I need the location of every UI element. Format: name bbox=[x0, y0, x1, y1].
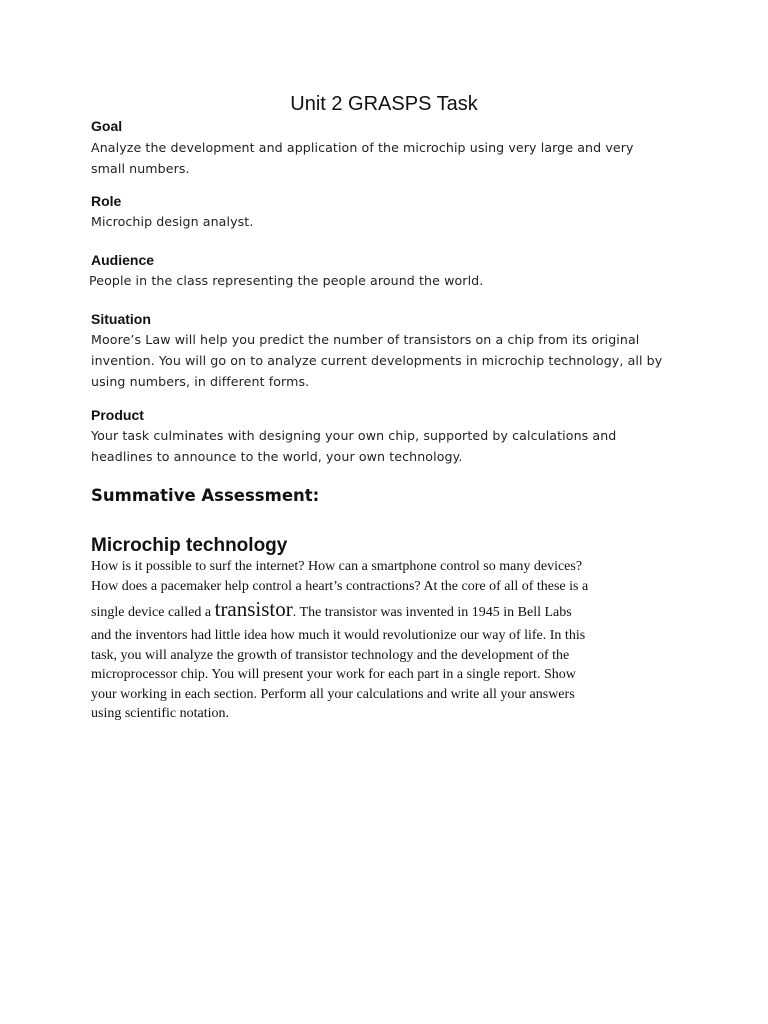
role-section bbox=[91, 192, 691, 232]
situation-text bbox=[91, 329, 691, 392]
audience-line: People in the class representing the people around the world. bbox=[89, 273, 484, 288]
paragraph-fragment: . The transistor was invented in 1945 in Bell Labs bbox=[292, 605, 572, 620]
situation-section bbox=[91, 310, 691, 392]
audience-text bbox=[89, 270, 691, 291]
transistor-emphasis: transistor bbox=[214, 597, 293, 621]
product-section bbox=[91, 406, 691, 467]
page-title: Unit 2 GRASPS Task bbox=[290, 93, 478, 115]
situation-line: using numbers, in different forms. bbox=[91, 374, 310, 389]
paragraph-line: microprocessor chip. You will present your work for each part in a single report. Show bbox=[91, 667, 576, 682]
situation-line: invention. You will go on to analyze current developments in microchip technology, all by bbox=[91, 353, 663, 368]
product-line: headlines to announce to the world, your own technology. bbox=[91, 449, 463, 464]
product-line: Your task culminates with designing your own chip, supported by calculations and bbox=[91, 428, 617, 443]
paragraph-line: your working in each section. Perform all your calculations and write all your answers bbox=[91, 686, 575, 702]
situation-line: Moore’s Law will help you predict the number of transistors on a chip from its original bbox=[91, 332, 640, 347]
goal-heading: Goal bbox=[91, 118, 123, 134]
audience-section bbox=[91, 251, 691, 291]
goal-text bbox=[91, 137, 691, 179]
paragraph-line: and the inventors had little idea how much it would revolutionize our way of life. In this bbox=[91, 628, 586, 643]
paragraph-line: How is it possible to surf the internet? How can a smartphone control so many devices? bbox=[91, 559, 583, 574]
audience-heading: Audience bbox=[91, 252, 155, 268]
role-text bbox=[91, 211, 691, 232]
microchip-paragraph bbox=[91, 557, 691, 724]
paragraph-fragment: single device called a bbox=[91, 605, 215, 620]
product-heading: Product bbox=[91, 407, 144, 423]
role-line: Microchip design analyst. bbox=[91, 214, 254, 229]
summative-assessment-heading: Summative Assessment: bbox=[91, 486, 320, 505]
goal-line: small numbers. bbox=[91, 161, 190, 176]
situation-heading: Situation bbox=[91, 311, 151, 327]
paragraph-line bbox=[91, 596, 691, 626]
product-text bbox=[91, 425, 691, 467]
goal-line: Analyze the development and application of the microchip using very large and very bbox=[91, 140, 634, 155]
paragraph-line: task, you will analyze the growth of transistor technology and the development of the bbox=[91, 647, 570, 663]
microchip-technology-heading: Microchip technology bbox=[91, 535, 288, 556]
paragraph-line: How does a pacemaker help control a heart’s contractions? At the core of all of these is a bbox=[91, 578, 589, 594]
paragraph-line: using scientific notation. bbox=[91, 706, 230, 721]
role-heading: Role bbox=[91, 193, 122, 209]
goal-section bbox=[91, 117, 691, 179]
